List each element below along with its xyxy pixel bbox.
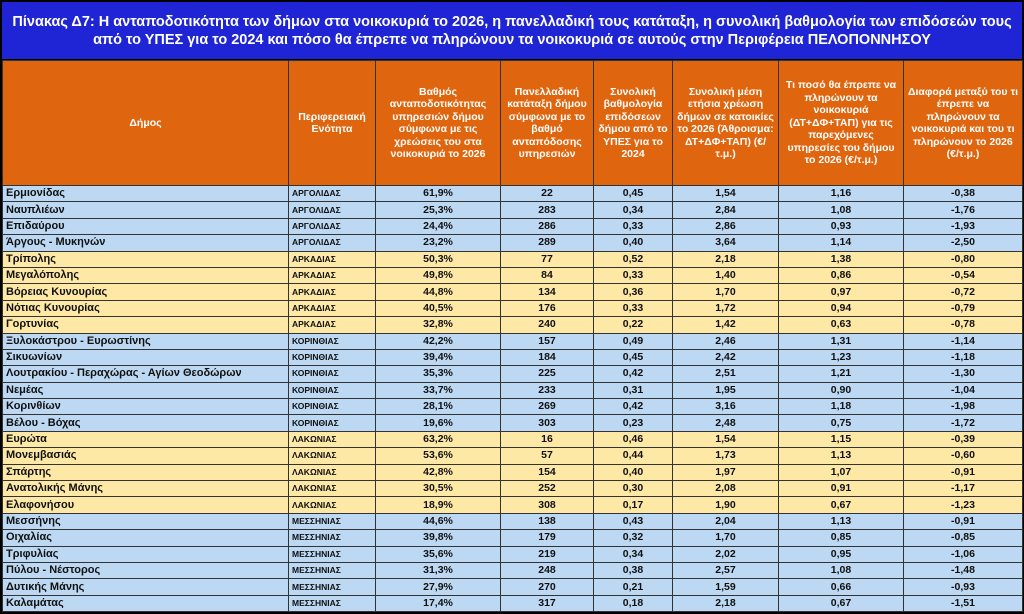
cell-national-rank: 176 bbox=[501, 300, 594, 316]
cell-national-rank: 219 bbox=[501, 546, 594, 562]
cell-national-rank: 157 bbox=[501, 333, 594, 349]
cell-municipality: Δυτικής Μάνης bbox=[3, 579, 289, 595]
cell-average-charge: 2,51 bbox=[673, 366, 779, 382]
cell-regional-unit: ΛΑΚΩΝΙΑΣ bbox=[289, 497, 376, 513]
cell-regional-unit: ΚΟΡΙΝΘΙΑΣ bbox=[289, 382, 376, 398]
cell-municipality: Βόρειας Κυνουρίας bbox=[3, 284, 289, 300]
cell-regional-unit: ΑΡΚΑΔΙΑΣ bbox=[289, 317, 376, 333]
cell-fair-amount: 1,14 bbox=[779, 235, 904, 251]
cell-regional-unit: ΑΡΓΟΛΙΔΑΣ bbox=[289, 235, 376, 251]
cell-reciprocity-rate: 24,4% bbox=[376, 218, 501, 234]
cell-fair-amount: 1,13 bbox=[779, 448, 904, 464]
cell-average-charge: 1,70 bbox=[673, 530, 779, 546]
header-ypes-score: Συνολική βαθμολογία επιδόσεων δήμου από το ΥΠΕΣ για το 2024 bbox=[594, 61, 673, 186]
cell-ypes-score: 0,49 bbox=[594, 333, 673, 349]
cell-ypes-score: 0,43 bbox=[594, 513, 673, 529]
cell-difference: -0,79 bbox=[904, 300, 1023, 316]
cell-difference: -1,51 bbox=[904, 595, 1023, 611]
cell-reciprocity-rate: 44,6% bbox=[376, 513, 501, 529]
cell-ypes-score: 0,21 bbox=[594, 579, 673, 595]
cell-average-charge: 2,42 bbox=[673, 349, 779, 365]
cell-municipality: Ξυλοκάστρου - Ευρωστίνης bbox=[3, 333, 289, 349]
cell-regional-unit: ΑΡΚΑΔΙΑΣ bbox=[289, 251, 376, 267]
cell-regional-unit: ΛΑΚΩΝΙΑΣ bbox=[289, 464, 376, 480]
cell-ypes-score: 0,52 bbox=[594, 251, 673, 267]
cell-difference: -1,04 bbox=[904, 382, 1023, 398]
table-row bbox=[3, 431, 1023, 447]
cell-ypes-score: 0,22 bbox=[594, 317, 673, 333]
cell-reciprocity-rate: 30,5% bbox=[376, 481, 501, 497]
cell-difference: -0,78 bbox=[904, 317, 1023, 333]
cell-national-rank: 248 bbox=[501, 562, 594, 578]
table-row bbox=[3, 202, 1023, 218]
header-national-rank: Πανελλαδική κατάταξη δήμου σύμφωνα με το βαθμό ανταπόδοσης υπηρεσιών bbox=[501, 61, 594, 186]
cell-ypes-score: 0,46 bbox=[594, 431, 673, 447]
header-regional-unit: Περιφερειακή Ενότητα bbox=[289, 61, 376, 186]
cell-regional-unit: ΛΑΚΩΝΙΑΣ bbox=[289, 448, 376, 464]
cell-reciprocity-rate: 35,6% bbox=[376, 546, 501, 562]
header-reciprocity-rate: Βαθμός ανταποδοτικότητας υπηρεσιών δήμου σύμφωνα με τις χρεώσεις του στα νοικοκυριά το 2026 bbox=[376, 61, 501, 186]
cell-difference: -1,14 bbox=[904, 333, 1023, 349]
table-row bbox=[3, 595, 1023, 611]
cell-difference: -0,60 bbox=[904, 448, 1023, 464]
cell-ypes-score: 0,40 bbox=[594, 464, 673, 480]
cell-reciprocity-rate: 28,1% bbox=[376, 399, 501, 415]
cell-average-charge: 1,54 bbox=[673, 186, 779, 202]
cell-average-charge: 2,02 bbox=[673, 546, 779, 562]
cell-fair-amount: 0,97 bbox=[779, 284, 904, 300]
cell-ypes-score: 0,34 bbox=[594, 546, 673, 562]
table-row bbox=[3, 464, 1023, 480]
cell-national-rank: 134 bbox=[501, 284, 594, 300]
cell-national-rank: 269 bbox=[501, 399, 594, 415]
cell-fair-amount: 1,07 bbox=[779, 464, 904, 480]
cell-municipality: Κορινθίων bbox=[3, 399, 289, 415]
table-row bbox=[3, 284, 1023, 300]
cell-fair-amount: 0,90 bbox=[779, 382, 904, 398]
cell-ypes-score: 0,42 bbox=[594, 366, 673, 382]
cell-average-charge: 2,18 bbox=[673, 251, 779, 267]
cell-national-rank: 225 bbox=[501, 366, 594, 382]
cell-reciprocity-rate: 18,9% bbox=[376, 497, 501, 513]
cell-fair-amount: 1,31 bbox=[779, 333, 904, 349]
cell-reciprocity-rate: 63,2% bbox=[376, 431, 501, 447]
cell-regional-unit: ΑΡΚΑΔΙΑΣ bbox=[289, 267, 376, 283]
cell-fair-amount: 0,93 bbox=[779, 218, 904, 234]
cell-regional-unit: ΑΡΚΑΔΙΑΣ bbox=[289, 300, 376, 316]
table-row bbox=[3, 382, 1023, 398]
cell-municipality: Σικυωνίων bbox=[3, 349, 289, 365]
cell-fair-amount: 1,23 bbox=[779, 349, 904, 365]
cell-ypes-score: 0,38 bbox=[594, 562, 673, 578]
cell-municipality: Νότιας Κυνουρίας bbox=[3, 300, 289, 316]
cell-ypes-score: 0,33 bbox=[594, 218, 673, 234]
cell-difference: -1,48 bbox=[904, 562, 1023, 578]
cell-regional-unit: ΑΡΓΟΛΙΔΑΣ bbox=[289, 218, 376, 234]
cell-ypes-score: 0,18 bbox=[594, 595, 673, 611]
cell-regional-unit: ΚΟΡΙΝΘΙΑΣ bbox=[289, 366, 376, 382]
cell-reciprocity-rate: 61,9% bbox=[376, 186, 501, 202]
cell-ypes-score: 0,32 bbox=[594, 530, 673, 546]
cell-regional-unit: ΜΕΣΣΗΝΙΑΣ bbox=[289, 513, 376, 529]
cell-average-charge: 1,42 bbox=[673, 317, 779, 333]
cell-national-rank: 252 bbox=[501, 481, 594, 497]
cell-average-charge: 2,46 bbox=[673, 333, 779, 349]
cell-fair-amount: 0,66 bbox=[779, 579, 904, 595]
cell-ypes-score: 0,45 bbox=[594, 349, 673, 365]
cell-reciprocity-rate: 19,6% bbox=[376, 415, 501, 431]
table-row bbox=[3, 399, 1023, 415]
cell-national-rank: 303 bbox=[501, 415, 594, 431]
cell-national-rank: 138 bbox=[501, 513, 594, 529]
cell-regional-unit: ΜΕΣΣΗΝΙΑΣ bbox=[289, 530, 376, 546]
cell-municipality: Ανατολικής Μάνης bbox=[3, 481, 289, 497]
cell-national-rank: 184 bbox=[501, 349, 594, 365]
cell-national-rank: 57 bbox=[501, 448, 594, 464]
cell-national-rank: 16 bbox=[501, 431, 594, 447]
cell-reciprocity-rate: 42,8% bbox=[376, 464, 501, 480]
table-row bbox=[3, 579, 1023, 595]
table-row bbox=[3, 366, 1023, 382]
cell-difference: -0,91 bbox=[904, 464, 1023, 480]
cell-average-charge: 2,57 bbox=[673, 562, 779, 578]
cell-average-charge: 3,16 bbox=[673, 399, 779, 415]
cell-reciprocity-rate: 44,8% bbox=[376, 284, 501, 300]
table-row bbox=[3, 218, 1023, 234]
table-row bbox=[3, 300, 1023, 316]
cell-average-charge: 2,08 bbox=[673, 481, 779, 497]
table-row bbox=[3, 530, 1023, 546]
cell-ypes-score: 0,42 bbox=[594, 399, 673, 415]
cell-difference: -1,06 bbox=[904, 546, 1023, 562]
cell-ypes-score: 0,44 bbox=[594, 448, 673, 464]
cell-average-charge: 1,72 bbox=[673, 300, 779, 316]
cell-average-charge: 2,04 bbox=[673, 513, 779, 529]
cell-fair-amount: 0,94 bbox=[779, 300, 904, 316]
cell-regional-unit: ΑΡΓΟΛΙΔΑΣ bbox=[289, 186, 376, 202]
cell-national-rank: 154 bbox=[501, 464, 594, 480]
cell-difference: -1,30 bbox=[904, 366, 1023, 382]
cell-ypes-score: 0,45 bbox=[594, 186, 673, 202]
cell-regional-unit: ΜΕΣΣΗΝΙΑΣ bbox=[289, 595, 376, 611]
cell-municipality: Γορτυνίας bbox=[3, 317, 289, 333]
cell-difference: -1,17 bbox=[904, 481, 1023, 497]
table-row bbox=[3, 267, 1023, 283]
cell-difference: -1,23 bbox=[904, 497, 1023, 513]
cell-fair-amount: 1,08 bbox=[779, 202, 904, 218]
cell-ypes-score: 0,23 bbox=[594, 415, 673, 431]
cell-ypes-score: 0,33 bbox=[594, 267, 673, 283]
header-difference: Διαφορά μεταξύ του τι έπρεπε να πληρώνουν τα νοικοκυριά και του τι πληρώνουν το 2026 (€/τ.μ.) bbox=[904, 61, 1023, 186]
cell-difference: -1,72 bbox=[904, 415, 1023, 431]
cell-average-charge: 2,84 bbox=[673, 202, 779, 218]
cell-national-rank: 283 bbox=[501, 202, 594, 218]
cell-regional-unit: ΚΟΡΙΝΘΙΑΣ bbox=[289, 415, 376, 431]
cell-fair-amount: 1,13 bbox=[779, 513, 904, 529]
cell-national-rank: 77 bbox=[501, 251, 594, 267]
cell-regional-unit: ΚΟΡΙΝΘΙΑΣ bbox=[289, 333, 376, 349]
cell-reciprocity-rate: 50,3% bbox=[376, 251, 501, 267]
cell-reciprocity-rate: 27,9% bbox=[376, 579, 501, 595]
cell-average-charge: 2,18 bbox=[673, 595, 779, 611]
cell-fair-amount: 1,38 bbox=[779, 251, 904, 267]
table-row bbox=[3, 562, 1023, 578]
cell-fair-amount: 0,67 bbox=[779, 595, 904, 611]
cell-difference: -0,38 bbox=[904, 186, 1023, 202]
cell-national-rank: 317 bbox=[501, 595, 594, 611]
cell-ypes-score: 0,30 bbox=[594, 481, 673, 497]
cell-municipality: Βέλου - Βόχας bbox=[3, 415, 289, 431]
table-title: Πίνακας Δ7: Η ανταποδοτικότητα των δήμων στα νοικοκυριά το 2026, η πανελλαδική τους κατάταξη, η συνολική βαθμολογία των επιδόσεών τους από το ΥΠΕΣ για το 2024 και πόσο θα έπρεπε να πληρώνουν τα νοικοκυριά σε αυτούς στην Περιφέρεια ΠΕΛΟΠΟΝΝΗΣΟΥ bbox=[2, 2, 1022, 59]
cell-national-rank: 286 bbox=[501, 218, 594, 234]
table-row bbox=[3, 415, 1023, 431]
cell-national-rank: 240 bbox=[501, 317, 594, 333]
cell-municipality: Οιχαλίας bbox=[3, 530, 289, 546]
cell-average-charge: 1,70 bbox=[673, 284, 779, 300]
cell-municipality: Μεσσήνης bbox=[3, 513, 289, 529]
cell-reciprocity-rate: 49,8% bbox=[376, 267, 501, 283]
table-body bbox=[3, 186, 1023, 612]
table-row bbox=[3, 513, 1023, 529]
table-row bbox=[3, 317, 1023, 333]
cell-difference: -1,76 bbox=[904, 202, 1023, 218]
cell-average-charge: 2,86 bbox=[673, 218, 779, 234]
cell-average-charge: 1,73 bbox=[673, 448, 779, 464]
cell-national-rank: 84 bbox=[501, 267, 594, 283]
cell-regional-unit: ΑΡΚΑΔΙΑΣ bbox=[289, 284, 376, 300]
cell-municipality: Άργους - Μυκηνών bbox=[3, 235, 289, 251]
cell-fair-amount: 0,86 bbox=[779, 267, 904, 283]
cell-reciprocity-rate: 42,2% bbox=[376, 333, 501, 349]
cell-municipality: Σπάρτης bbox=[3, 464, 289, 480]
cell-fair-amount: 1,08 bbox=[779, 562, 904, 578]
cell-reciprocity-rate: 39,4% bbox=[376, 349, 501, 365]
cell-difference: -0,39 bbox=[904, 431, 1023, 447]
cell-fair-amount: 0,95 bbox=[779, 546, 904, 562]
cell-average-charge: 1,54 bbox=[673, 431, 779, 447]
cell-reciprocity-rate: 31,3% bbox=[376, 562, 501, 578]
cell-ypes-score: 0,40 bbox=[594, 235, 673, 251]
cell-reciprocity-rate: 17,4% bbox=[376, 595, 501, 611]
cell-reciprocity-rate: 35,3% bbox=[376, 366, 501, 382]
cell-municipality: Επιδαύρου bbox=[3, 218, 289, 234]
header-row bbox=[3, 61, 1023, 186]
cell-reciprocity-rate: 33,7% bbox=[376, 382, 501, 398]
table-row bbox=[3, 235, 1023, 251]
cell-difference: -0,91 bbox=[904, 513, 1023, 529]
cell-municipality: Ελαφονήσου bbox=[3, 497, 289, 513]
cell-difference: -0,72 bbox=[904, 284, 1023, 300]
cell-regional-unit: ΚΟΡΙΝΘΙΑΣ bbox=[289, 399, 376, 415]
cell-average-charge: 2,48 bbox=[673, 415, 779, 431]
cell-ypes-score: 0,17 bbox=[594, 497, 673, 513]
cell-fair-amount: 0,85 bbox=[779, 530, 904, 546]
cell-difference: -0,93 bbox=[904, 579, 1023, 595]
cell-average-charge: 1,97 bbox=[673, 464, 779, 480]
table-row bbox=[3, 251, 1023, 267]
cell-reciprocity-rate: 25,3% bbox=[376, 202, 501, 218]
cell-national-rank: 22 bbox=[501, 186, 594, 202]
cell-fair-amount: 0,91 bbox=[779, 481, 904, 497]
table-row bbox=[3, 546, 1023, 562]
cell-ypes-score: 0,33 bbox=[594, 300, 673, 316]
cell-average-charge: 1,40 bbox=[673, 267, 779, 283]
header-fair-amount: Τι ποσό θα έπρεπε να πληρώνουν τα νοικοκυριά (ΔΤ+ΔΦ+ΤΑΠ) για τις παρεχόμενες υπηρεσίες του δήμου το 2026 (€/τ.μ.) bbox=[779, 61, 904, 186]
table-row bbox=[3, 333, 1023, 349]
cell-regional-unit: ΛΑΚΩΝΙΑΣ bbox=[289, 431, 376, 447]
cell-municipality: Μονεμβασιάς bbox=[3, 448, 289, 464]
table-row bbox=[3, 186, 1023, 202]
cell-ypes-score: 0,36 bbox=[594, 284, 673, 300]
cell-regional-unit: ΛΑΚΩΝΙΑΣ bbox=[289, 481, 376, 497]
header-municipality: Δήμος bbox=[3, 61, 289, 186]
cell-ypes-score: 0,34 bbox=[594, 202, 673, 218]
cell-regional-unit: ΜΕΣΣΗΝΙΑΣ bbox=[289, 562, 376, 578]
cell-regional-unit: ΜΕΣΣΗΝΙΑΣ bbox=[289, 579, 376, 595]
cell-fair-amount: 1,15 bbox=[779, 431, 904, 447]
cell-municipality: Καλαμάτας bbox=[3, 595, 289, 611]
cell-municipality: Τριφυλίας bbox=[3, 546, 289, 562]
cell-national-rank: 179 bbox=[501, 530, 594, 546]
cell-national-rank: 233 bbox=[501, 382, 594, 398]
table-row bbox=[3, 497, 1023, 513]
cell-fair-amount: 0,63 bbox=[779, 317, 904, 333]
table-row bbox=[3, 349, 1023, 365]
cell-average-charge: 3,64 bbox=[673, 235, 779, 251]
table-row bbox=[3, 448, 1023, 464]
cell-regional-unit: ΚΟΡΙΝΘΙΑΣ bbox=[289, 349, 376, 365]
cell-difference: -1,93 bbox=[904, 218, 1023, 234]
cell-fair-amount: 0,67 bbox=[779, 497, 904, 513]
cell-municipality: Τρίπολης bbox=[3, 251, 289, 267]
cell-difference: -1,98 bbox=[904, 399, 1023, 415]
cell-municipality: Νεμέας bbox=[3, 382, 289, 398]
table-row bbox=[3, 481, 1023, 497]
cell-reciprocity-rate: 40,5% bbox=[376, 300, 501, 316]
cell-municipality: Ευρώτα bbox=[3, 431, 289, 447]
cell-regional-unit: ΜΕΣΣΗΝΙΑΣ bbox=[289, 546, 376, 562]
cell-reciprocity-rate: 32,8% bbox=[376, 317, 501, 333]
cell-reciprocity-rate: 53,6% bbox=[376, 448, 501, 464]
cell-ypes-score: 0,31 bbox=[594, 382, 673, 398]
cell-average-charge: 1,95 bbox=[673, 382, 779, 398]
cell-difference: -0,85 bbox=[904, 530, 1023, 546]
data-table bbox=[2, 60, 1023, 612]
cell-national-rank: 270 bbox=[501, 579, 594, 595]
cell-national-rank: 289 bbox=[501, 235, 594, 251]
cell-average-charge: 1,90 bbox=[673, 497, 779, 513]
cell-municipality: Μεγαλόπολης bbox=[3, 267, 289, 283]
cell-municipality: Ερμιονίδας bbox=[3, 186, 289, 202]
cell-average-charge: 1,59 bbox=[673, 579, 779, 595]
cell-difference: -2,50 bbox=[904, 235, 1023, 251]
cell-difference: -0,54 bbox=[904, 267, 1023, 283]
cell-regional-unit: ΑΡΓΟΛΙΔΑΣ bbox=[289, 202, 376, 218]
cell-difference: -0,80 bbox=[904, 251, 1023, 267]
cell-municipality: Πύλου - Νέστορος bbox=[3, 562, 289, 578]
cell-fair-amount: 1,21 bbox=[779, 366, 904, 382]
cell-municipality: Λουτρακίου - Περαχώρας - Αγίων Θεοδώρων bbox=[3, 366, 289, 382]
cell-reciprocity-rate: 39,8% bbox=[376, 530, 501, 546]
cell-difference: -1,18 bbox=[904, 349, 1023, 365]
cell-reciprocity-rate: 23,2% bbox=[376, 235, 501, 251]
cell-municipality: Ναυπλιέων bbox=[3, 202, 289, 218]
cell-national-rank: 308 bbox=[501, 497, 594, 513]
cell-fair-amount: 1,18 bbox=[779, 399, 904, 415]
cell-fair-amount: 1,16 bbox=[779, 186, 904, 202]
header-average-charge: Συνολική μέση ετήσια χρέωση δήμων σε κατοικίες το 2026 (Άθροισμα: ΔΤ+ΔΦ+ΤΑΠ) (€/τ.μ.) bbox=[673, 61, 779, 186]
cell-fair-amount: 0,75 bbox=[779, 415, 904, 431]
